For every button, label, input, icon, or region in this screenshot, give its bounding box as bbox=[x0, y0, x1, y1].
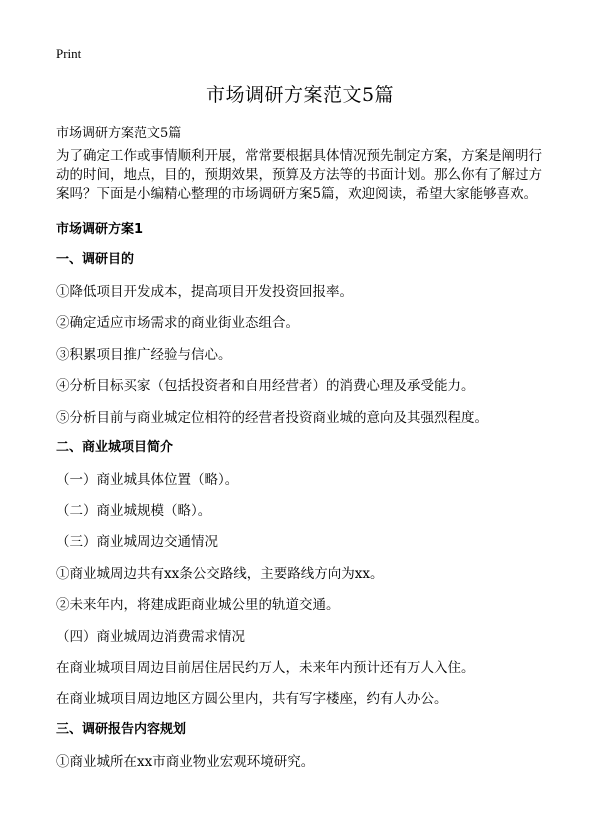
report-item-1: ①商业城所在xx市商业物业宏观环境研究。 bbox=[56, 754, 315, 770]
consumption-paragraph-1: 在商业城项目周边目前居住居民约万人，未来年内预计还有万人入住。 bbox=[56, 660, 475, 676]
project-item-scale: （二）商业城规模（略）。 bbox=[56, 503, 212, 519]
consumption-paragraph-2: 在商业城项目周边地区方圆公里内，共有写字楼座，约有人办公。 bbox=[56, 691, 448, 707]
project-item-traffic: （三）商业城周边交通情况 bbox=[56, 534, 218, 550]
project-item-location: （一）商业城具体位置（略）。 bbox=[56, 472, 239, 488]
section-heading-plan-1: 市场调研方案1 bbox=[56, 222, 144, 237]
section-heading-report-plan: 三、调研报告内容规划 bbox=[56, 722, 187, 737]
document-subtitle: 市场调研方案范文5篇 bbox=[56, 126, 182, 141]
section-heading-project-intro: 二、商业城项目简介 bbox=[56, 440, 174, 455]
objective-item-2: ②确定适应市场需求的商业街业态组合。 bbox=[56, 315, 299, 331]
traffic-item-1: ①商业城周边共有xx条公交路线，主要路线方向为xx。 bbox=[56, 566, 384, 582]
section-heading-objectives: 一、调研目的 bbox=[56, 252, 135, 267]
project-item-consumption: （四）商业城周边消费需求情况 bbox=[56, 629, 245, 645]
print-link[interactable]: Print bbox=[56, 46, 82, 61]
traffic-item-2: ②未来年内，将建成距商业城公里的轨道交通。 bbox=[56, 597, 340, 613]
objective-item-1: ①降低项目开发成本，提高项目开发投资回报率。 bbox=[56, 284, 353, 300]
objective-item-3: ③积累项目推广经验与信心。 bbox=[56, 347, 232, 363]
objective-item-4: ④分析目标买家（包括投资者和自用经营者）的消费心理及承受能力。 bbox=[56, 378, 475, 394]
document-title: 市场调研方案范文5篇 bbox=[205, 84, 395, 106]
intro-paragraph: 为了确定工作或事情顺利开展，常常要根据具体情况预先制定方案，方案是阐明行动的时间，地点，目的，预期效果，预算及方法等的书面计划。那么你有了解过方案吗？下面是小编精心整理的市场调研方案5篇，欢迎阅读，希望大家能够喜欢。 bbox=[56, 148, 542, 202]
objective-item-5: ⑤分析目前与商业城定位相符的经营者投资商业城的意向及其强烈程度。 bbox=[56, 410, 488, 426]
